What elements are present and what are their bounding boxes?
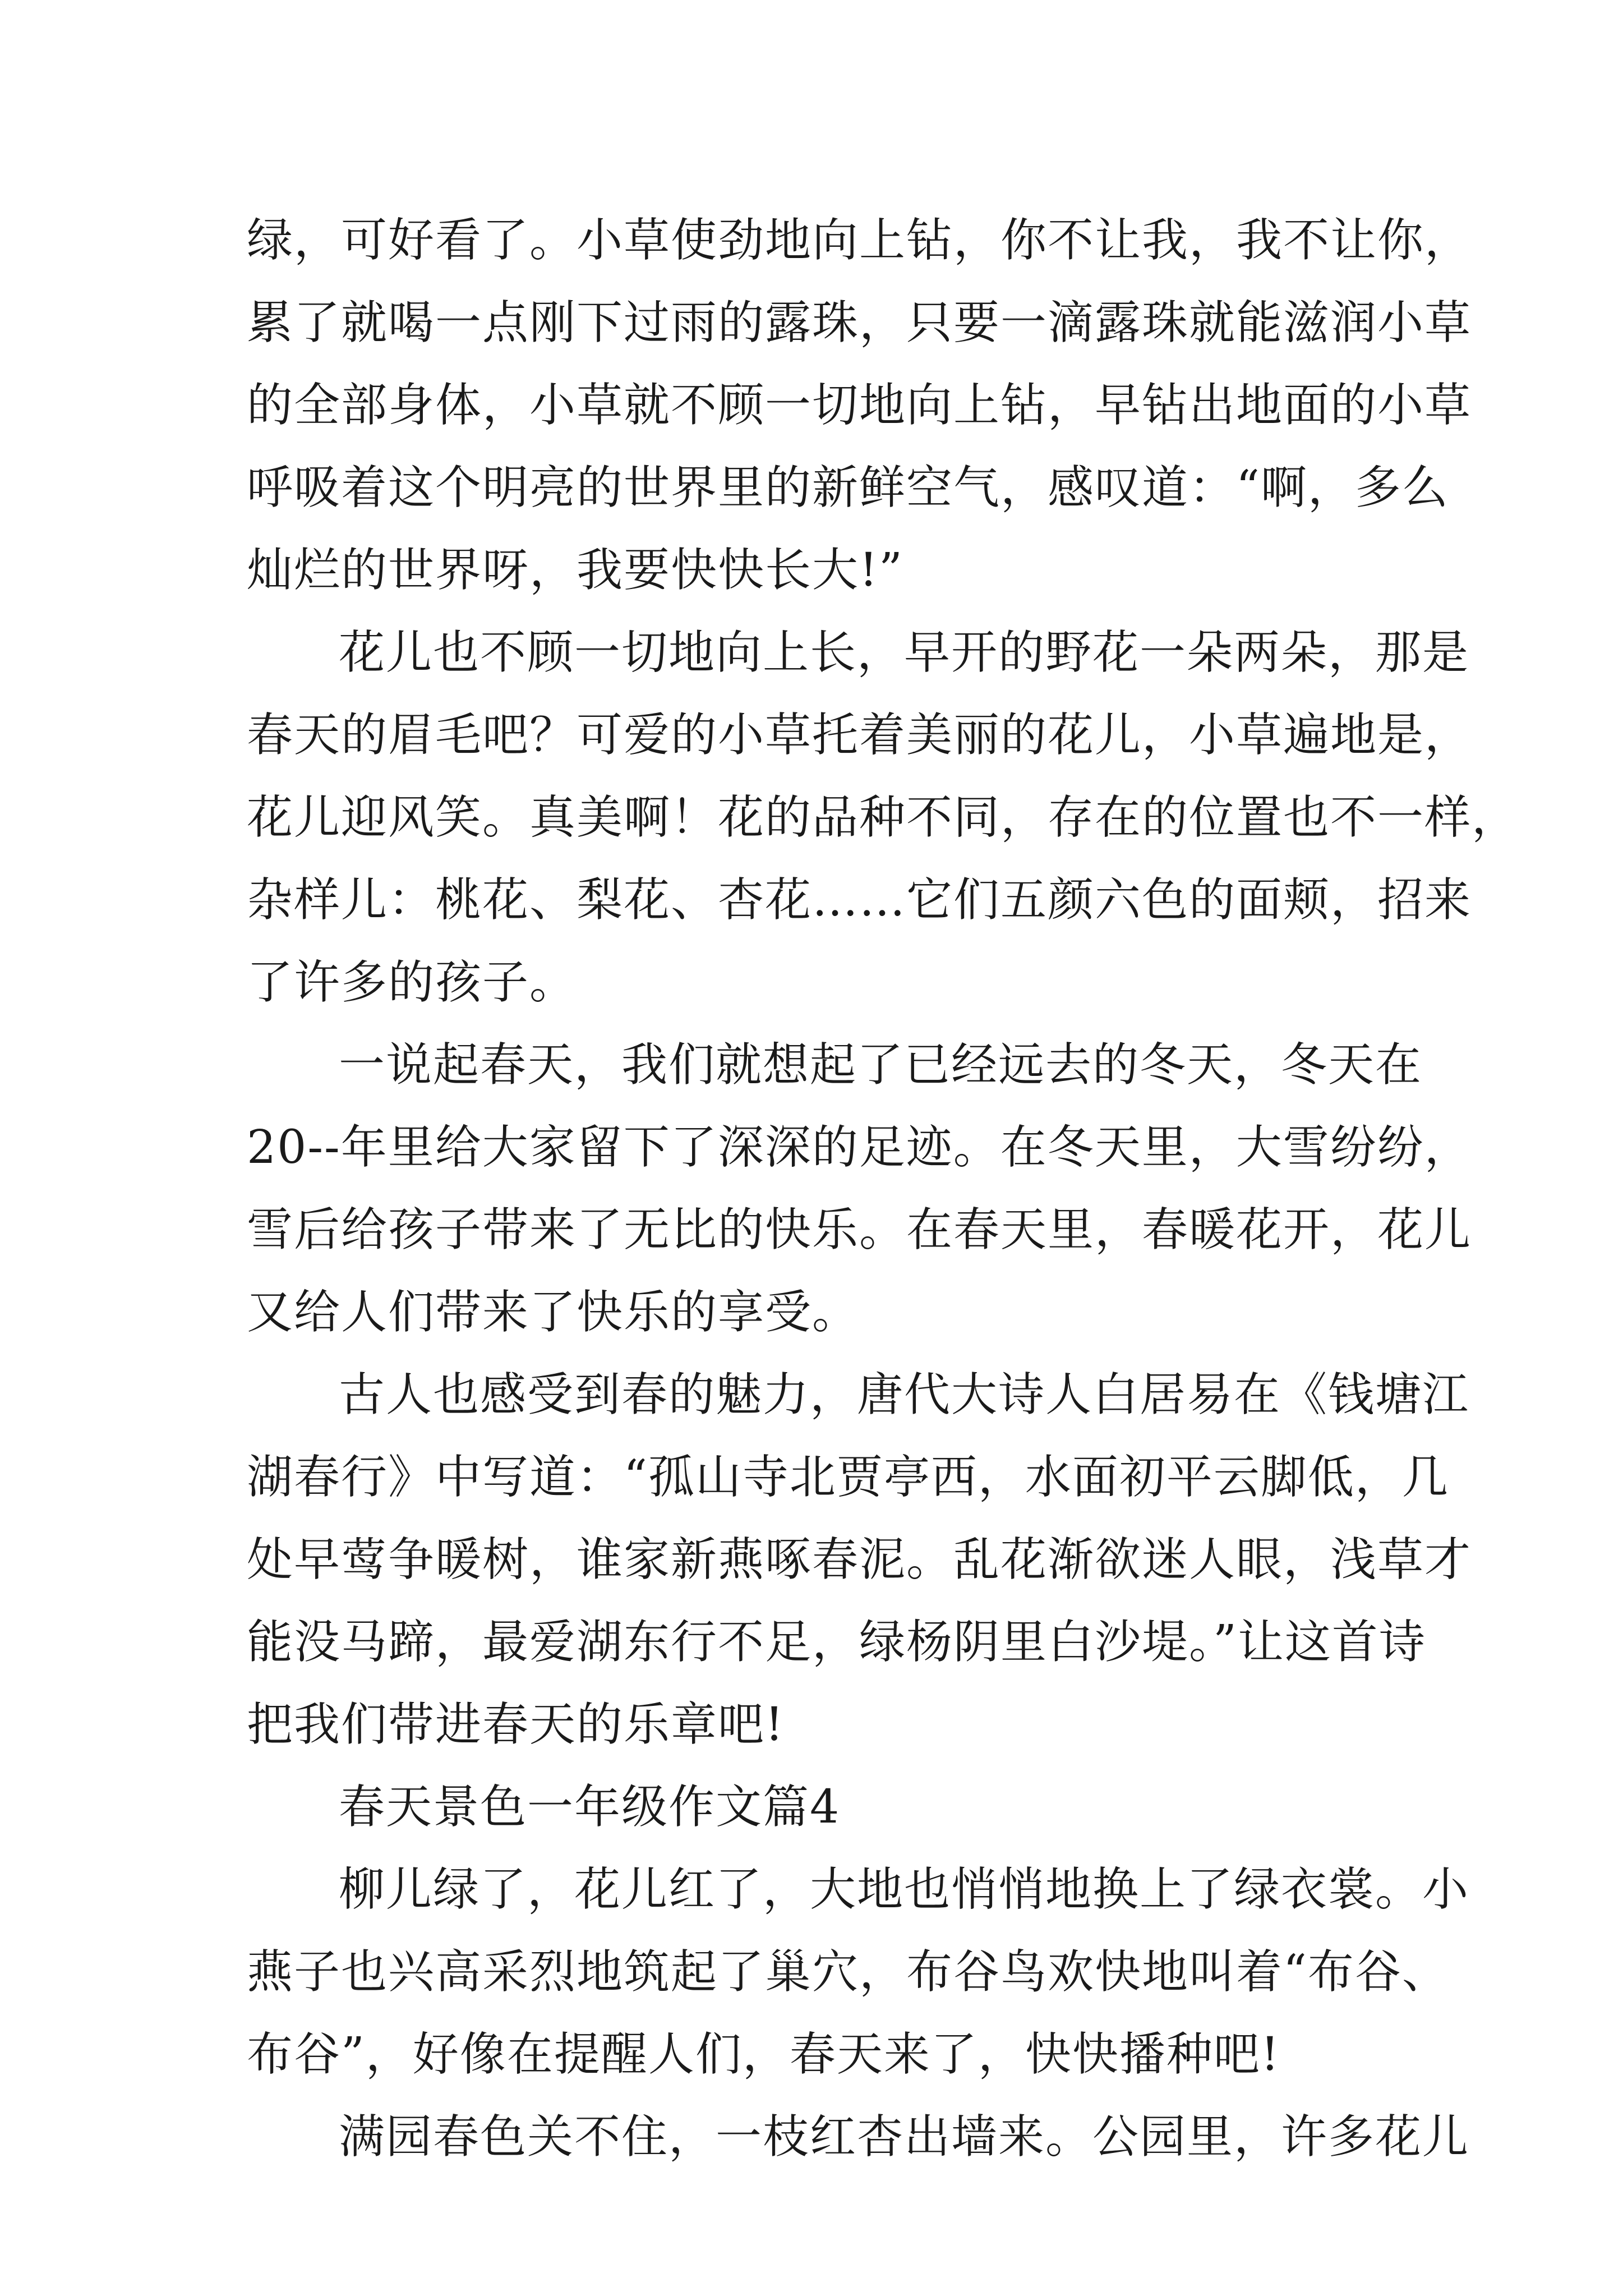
text-line: 处早莺争暖树，谁家新燕啄春泥。乱花渐欲迷人眼，浅草才 (247, 1533, 1472, 1586)
text-line: 花儿迎风笑。真美啊！花的品种不同，存在的位置也不一样， (247, 791, 1519, 844)
text-line: 呼吸着这个明亮的世界里的新鲜空气，感叹道：“啊，多么 (247, 461, 1449, 514)
text-line: 灿烂的世界呀，我要快快长大!” (247, 544, 903, 597)
paragraph-first-line: 一说起春天，我们就想起了已经远去的冬天，冬天在 (339, 1038, 1423, 1092)
text-line: 的全部身体，小草就不顾一切地向上钻，早钻出地面的小草 (247, 379, 1472, 432)
text-line: 布谷”，好像在提醒人们，春天来了，快快播种吧! (247, 2028, 1280, 2081)
paragraph-first-line: 满园春色关不住，一枝红杏出墙来。公园里，许多花儿 (339, 2110, 1470, 2164)
text-line: 湖春行》中写道：“孤山寺北贾亭西，水面初平云脚低，几 (247, 1451, 1449, 1504)
text-line: 绿，可好看了。小草使劲地向上钻，你不让我，我不让你， (247, 214, 1472, 267)
essay-body (247, 199, 1519, 2178)
text-line: 雪后给孩子带来了无比的快乐。在春天里，春暖花开，花儿 (247, 1203, 1472, 1257)
text-line: 又给人们带来了快乐的享受。 (247, 1286, 860, 1339)
text-line: 累了就喝一点刚下过雨的露珠，只要一滴露珠就能滋润小草 (247, 296, 1472, 349)
section-heading: 春天景色一年级作文篇4 (339, 1780, 841, 1834)
text-line: 20--年里给大家留下了深深的足迹。在冬天里，大雪纷纷， (247, 1121, 1472, 1174)
paragraph-first-line: 柳儿绿了，花儿红了，大地也悄悄地换上了绿衣裳。小 (339, 1863, 1470, 1916)
text-line: 春天的眉毛吧？可爱的小草托着美丽的花儿，小草遍地是， (247, 708, 1472, 762)
text-line: 能没马蹄，最爱湖东行不足，绿杨阴里白沙堤。”让这首诗 (247, 1616, 1426, 1669)
paragraph-first-line: 古人也感受到春的魅力，唐代大诗人白居易在《钱塘江 (339, 1368, 1470, 1421)
text-line: 燕子也兴高采烈地筑起了巢穴，布谷鸟欢快地叫着“布谷、 (247, 1945, 1449, 1999)
paragraph-first-line: 花儿也不顾一切地向上长，早开的野花一朵两朵，那是 (339, 626, 1470, 679)
text-line: 杂样儿：桃花、梨花、杏花……它们五颜六色的面颊，招来 (247, 873, 1472, 927)
text-line: 把我们带进春天的乐章吧! (247, 1698, 785, 1751)
text-line: 了许多的孩子。 (247, 956, 577, 1009)
